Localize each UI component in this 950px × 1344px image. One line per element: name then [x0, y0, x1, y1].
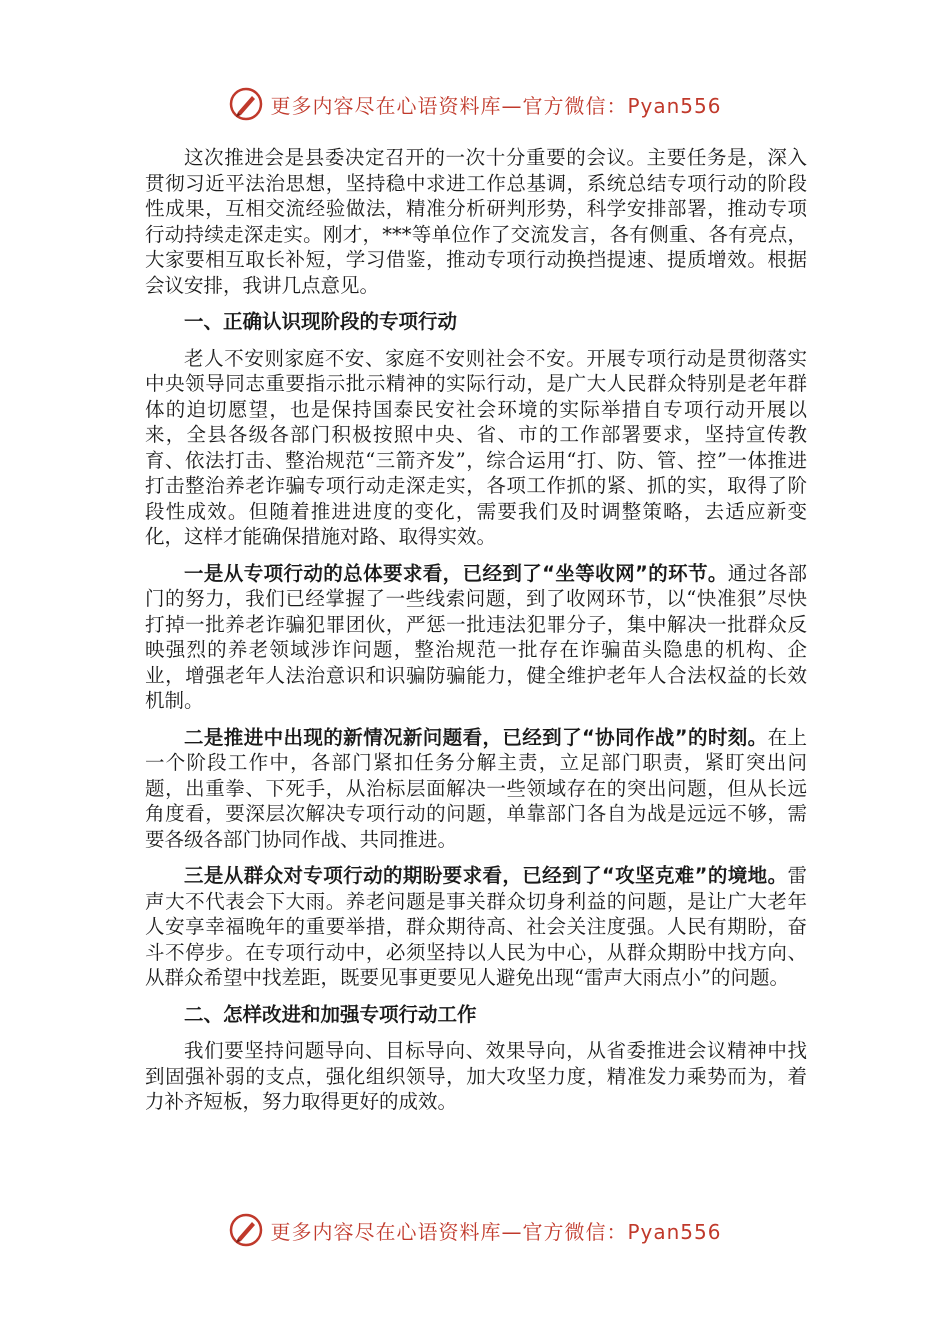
point-3-lead: 三是从群众对专项行动的期盼要求看，已经到了“攻坚克难”的境地。 [184, 864, 788, 887]
pen-logo-icon [228, 86, 264, 122]
section1-paragraph: 老人不安则家庭不安、家庭不安则社会不安。开展专项行动是贯彻落实中央领导同志重要指示批示精神的实际行动，是广大人民群众特别是老年群体的迫切愿望，也是保持国泰民安社会环境的实际举措自专项行动开展以来，全县各级各部门积极按照中央、省、市的工作部署要求，坚持宣传教育、依法打击、整治规范“三箭齐发”，综合运用“打、防、管、控”一体推进打击整治养老诈骗专项行动走深走实，各项工作抓的紧、抓的实，取得了阶段性成效。但随着推进进度的变化，需要我们及时调整策略，去适应新变化，这样才能确保措施对路、取得实效。 [145, 346, 807, 548]
point-3-paragraph [145, 863, 807, 991]
point-3-body: 雷声大不代表会下大雨。养老问题是事关群众切身利益的问题，是让广大老年人安享幸福晚年的重要举措，群众期待高、社会关注度强。人民有期盼，奋斗不停步。在专项行动中，必须坚持以人民为中心，从群众期盼中找方向、从群众希望中找差距，既要见事更要见人避免出现“雷声大雨点小”的问题。 [145, 864, 807, 989]
section-heading-1: 一、正确认识现阶段的专项行动 [184, 310, 458, 333]
header-watermark-banner [0, 84, 950, 124]
point-2-paragraph [145, 725, 807, 853]
section-heading-2: 二、怎样改进和加强专项行动工作 [184, 1002, 477, 1026]
header-watermark-text: 更多内容尽在心语资料库—官方微信：Pyan556 [270, 93, 722, 118]
point-1-body: 通过各部门的努力，我们已经掌握了一些线索问题，到了收网环节，以“快准狠”尽快打掉一批养老诈骗犯罪团伙，严惩一批违法犯罪分子，集中解决一批群众反映强烈的养老领域涉诈问题，整治规范一批存在诈骗苗头隐患的机构、企业，增强老年人法治意识和识骗防骗能力，健全维护老年人合法权益的长效机制。 [145, 561, 807, 712]
footer-watermark-banner [0, 1210, 950, 1250]
document-body [145, 145, 807, 1126]
pen-logo-icon [228, 1212, 264, 1248]
point-2-body: 在上一个阶段工作中，各部门紧扣任务分解主责，立足部门职责，紧盯突出问题，出重拳、下死手，从治标层面解决一些领域存在的突出问题，但从长远角度看，要深层次解决专项行动的问题，单靠部门各自为战是远远不够，需要各级各部门协同作战、共同推进。 [145, 725, 807, 851]
footer-watermark-text: 更多内容尽在心语资料库—官方微信：Pyan556 [270, 1219, 722, 1244]
point-1-paragraph [145, 561, 807, 714]
section2-paragraph: 我们要坚持问题导向、目标导向、效果导向，从省委推进会议精神中找到固强补弱的支点，强化组织领导，加大攻坚力度，精准发力乘势而为，着力补齐短板，努力取得更好的成效。 [145, 1039, 807, 1113]
point-1-lead: 一是从专项行动的总体要求看，已经到了“坐等收网”的环节。 [184, 561, 728, 585]
intro-paragraph: 这次推进会是县委决定召开的一次十分重要的会议。主要任务是，深入贯彻习近平法治思想，坚持稳中求进工作总基调，系统总结专项行动的阶段性成果，互相交流经验做法，精准分析研判形势，科学安排部署，推动专项行动持续走深走实。刚才，***等单位作了交流发言，各有侧重、各有亮点，大家要相互取长补短，学习借鉴，推动专项行动换挡提速、提质增效。根据会议安排，我讲几点意见。 [145, 146, 807, 297]
point-2-lead: 二是推进中出现的新情况新问题看，已经到了“协同作战”的时刻。 [184, 725, 768, 749]
